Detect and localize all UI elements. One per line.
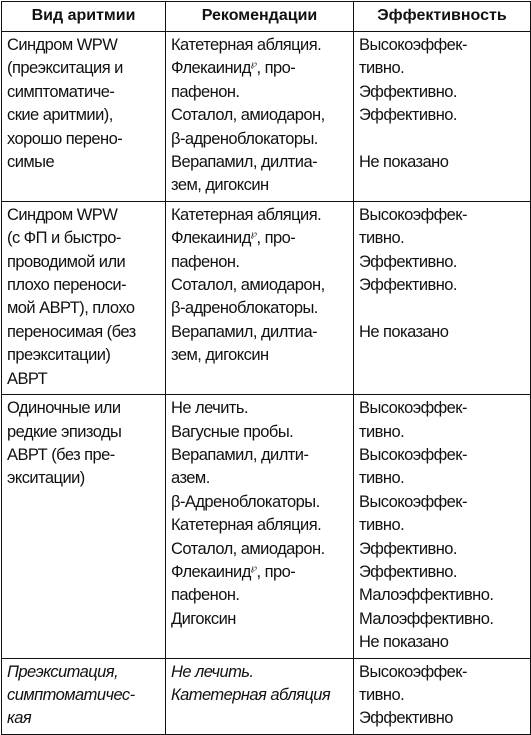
footnote-mark: ℘ — [250, 228, 257, 239]
arrhythmia-cell: Одиночные или редкие эпизоды АВРТ (без пре- экситации) — [2, 395, 166, 658]
flecainide-line: Флекаинид℘, про- — [171, 58, 296, 78]
arrhythmia-cell: Синдром WPW (преэкситация и симптоматиче- ские аритмии), хорошо перено- симые — [2, 32, 166, 202]
header-efficacy: Эффективность — [354, 2, 531, 32]
recommendations-cell: Не лечить. Катетерная абляция — [166, 658, 354, 734]
flecainide-line: Флекаинид℘, про- — [171, 562, 296, 581]
footnote-mark: ℘ — [250, 58, 257, 69]
efficacy-cell: Высокоэффек- тивно. Эффективно — [354, 658, 531, 734]
footnote-mark: ℘ — [250, 562, 257, 573]
recommendations-cell: Катетерная абляция. Флекаинид℘, про- пафенон. Соталол, амиодарон, β-адреноблокаторы. Верапамил, дилтиа- зем, дигоксин — [166, 201, 354, 394]
table-row — [2, 395, 531, 658]
efficacy-cell: Высокоэффек- тивно. Эффективно. Эффективно. Не показано — [354, 201, 531, 394]
table-row — [2, 658, 531, 734]
recommendations-table — [1, 1, 531, 735]
arrhythmia-cell: Синдром WPW (с ФП и быстро- проводимой или плохо переноси- мой АВРТ), плохо переносимая (без преэкситации) АВРТ — [2, 201, 166, 394]
arrhythmia-cell: Преэкситация, симптоматичес- кая — [2, 658, 166, 734]
flecainide-line: Флекаинид℘, про- — [171, 228, 296, 248]
table-row — [2, 32, 531, 202]
efficacy-cell: Высокоэффек- тивно. Высокоэффек- тивно. Высокоэффек- тивно. Эффективно. Эффективно. Малоэффективно. Малоэффективно. Не показано — [354, 395, 531, 658]
recommendations-cell: Катетерная абляция. Флекаинид℘, про- пафенон. Соталол, амиодарон, β-адреноблокаторы. Верапамил, дилтиа- зем, дигоксин — [166, 32, 354, 202]
efficacy-cell: Высокоэффек- тивно. Эффективно. Эффективно. Не показано — [354, 32, 531, 202]
table-row — [2, 201, 531, 394]
recommendations-cell: Не лечить. Вагусные пробы. Верапамил, дилти- азем. β-Адреноблокаторы. Катетерная абляция. Соталол, амиодарон. Флекаинид℘, про- пафенон. Дигоксин — [166, 395, 354, 658]
header-arrhythmia-type: Вид аритмии — [2, 2, 166, 32]
spacer — [359, 297, 526, 320]
spacer — [359, 128, 526, 151]
header-row — [2, 2, 531, 32]
header-recommendations: Рекомендации — [166, 2, 354, 32]
